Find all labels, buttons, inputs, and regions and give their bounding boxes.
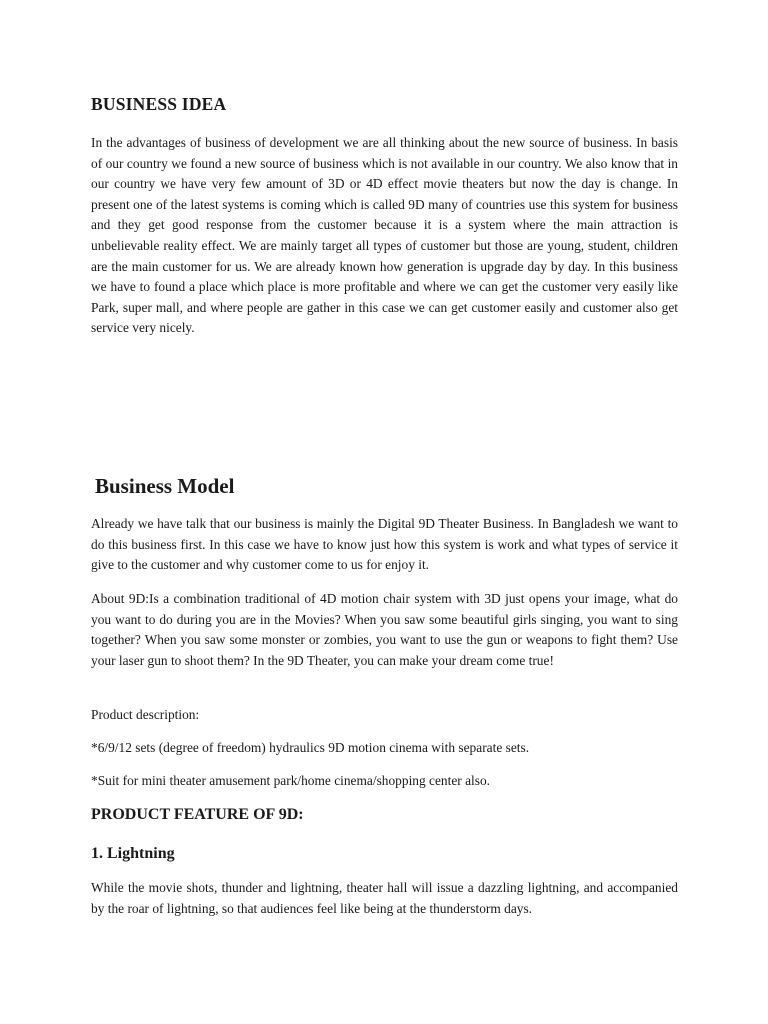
product-bullet-1: *6/9/12 sets (degree of freedom) hydraulics 9D motion cinema with separate sets. bbox=[91, 740, 530, 755]
business-idea-heading: BUSINESS IDEA bbox=[91, 94, 227, 114]
business-model-paragraph-1: Already we have talk that our business is mainly the Digital 9D Theater Business. In Bangladesh we want to do this business first. In this case we have to know just how this system is work and what types of service it give to the customer and why customer come to us for enjoy it. bbox=[91, 516, 678, 573]
about-9d-paragraph: About 9D:Is a combination traditional of 4D motion chair system with 3D just opens your image, what do you want to do during you are in the Movies? When you saw some beautiful girls singing, you want to sing together? When you saw some monster or zombies, you want to use the gun or weapons to fight them? Use your laser gun to shoot them? In the 9D Theater, you can make your dream come true! bbox=[91, 591, 678, 668]
product-description-label: Product description: bbox=[91, 707, 200, 722]
product-bullet-2: *Suit for mini theater amusement park/home cinema/shopping center also. bbox=[91, 773, 491, 788]
lightning-paragraph: While the movie shots, thunder and lightning, theater hall will issue a dazzling lightning, and accompanied by the roar of lightning, so that audiences feel like being at the thunderstorm days. bbox=[91, 880, 678, 916]
product-feature-heading: PRODUCT FEATURE OF 9D: bbox=[91, 806, 304, 823]
business-idea-paragraph: In the advantages of business of development we are all thinking about the new source of business. In basis of our country we found a new source of business which is not available in our country. We also know that in our country we have very few amount of 3D or 4D effect movie theaters but now the day is change. In present one of the latest systems is coming which is called 9D many of countries use this system for business and they get good response from the customer because it is a system where the main attraction is unbelievable reality effect. We are mainly target all types of customer but those are young, student, children are the main customer for us. We are already known how generation is upgrade day by day. In this business we have to found a place which place is more profitable and where we can get the customer very easily like Park, super mall, and where people are gather in this case we can get customer easily and customer also get service very nicely. bbox=[91, 135, 678, 336]
business-model-heading: Business Model bbox=[95, 474, 235, 498]
lightning-heading: 1. Lightning bbox=[91, 845, 175, 862]
